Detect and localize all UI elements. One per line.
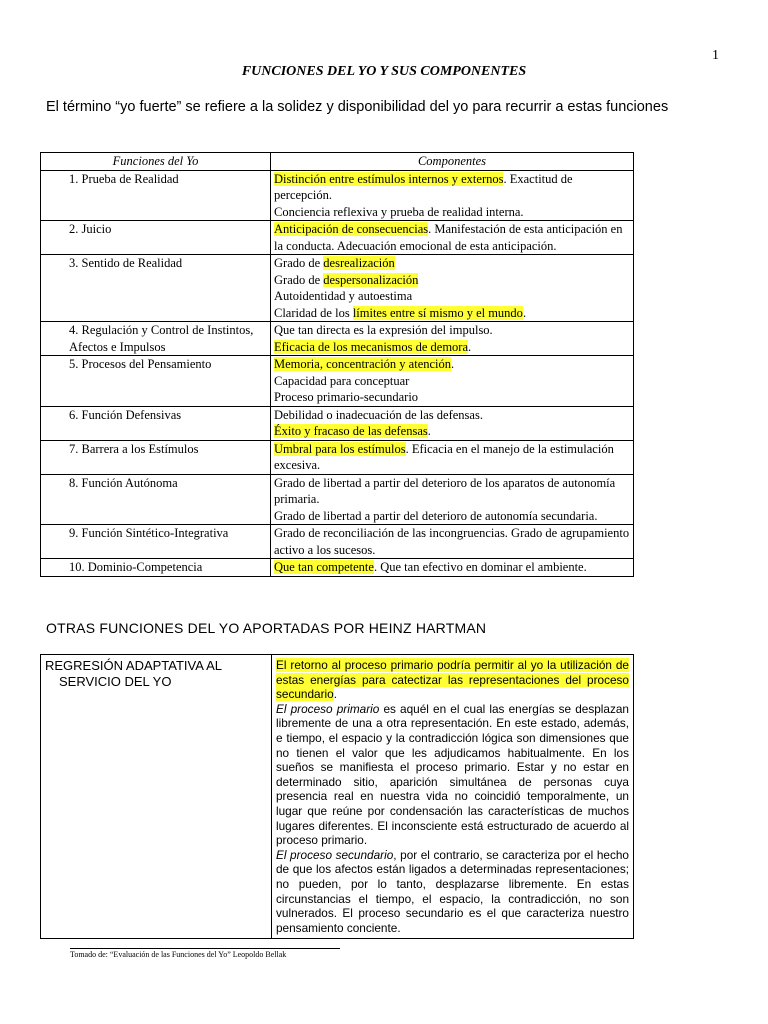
highlighted-text: Eficacia de los mecanismos de demora (274, 339, 469, 354)
component-line (274, 288, 630, 305)
primary-process-paragraph (276, 702, 629, 848)
component-text: Proceso primario-secundario (274, 390, 419, 404)
highlighted-text: despersonalización (323, 272, 419, 287)
components-cell (271, 474, 634, 525)
component-line (274, 339, 630, 356)
component-text: Claridad de los (274, 305, 353, 320)
intro-paragraph: El término “yo fuerte” se refiere a la solidez y disponibilidad del yo para recurrir a estas funciones (46, 99, 669, 115)
section-title-hartman: OTRAS FUNCIONES DEL YO APORTADAS POR HEINZ HARTMAN (46, 620, 487, 636)
secondary-process-text: , por el contrario, se caracteriza por el hecho de que los afectos están ligados a determinadas representaciones; no pueden, por lo tanto, desplazarse libremente. En estas circunstancias el tiempo, el espacio, la contradicción, no son vulnerados. El proceso secundario es el que caracteriza nuestro pensamiento conciente. (276, 847, 629, 935)
component-line (274, 305, 630, 322)
page-number: 1 (712, 48, 719, 63)
table-row (41, 170, 634, 221)
functions-table (40, 152, 634, 577)
secondary-process-term: El proceso secundario (276, 847, 394, 862)
component-text: . (427, 424, 431, 438)
function-cell: 5. Procesos del Pensamiento (41, 356, 271, 407)
component-line (274, 221, 630, 254)
components-cell (271, 525, 634, 559)
document-title: FUNCIONES DEL YO Y SUS COMPONENTES (241, 64, 527, 79)
highlighted-text: límites entre sí mismo y el mundo (352, 305, 523, 320)
components-cell (271, 440, 634, 474)
component-text: Grado de libertad a partir del deterioro de los aparatos de autonomía primaria. (274, 475, 616, 506)
table-row (41, 525, 634, 559)
highlighted-text: Memoria, concentración y atención (274, 357, 452, 371)
component-text: . (522, 305, 527, 320)
component-text: Autoidentidad y autoestima (274, 289, 413, 303)
component-line (274, 525, 630, 558)
function-cell: 8. Función Autónoma (41, 474, 271, 525)
highlighted-text: desrealización (323, 256, 395, 270)
component-text: Grado de (274, 256, 324, 270)
component-text: . Manifestación de esta anticipación en la conducta. Adecuación emocional de esta anticipación. (274, 222, 623, 253)
function-cell: 2. Juicio (41, 221, 271, 255)
highlighted-text: Umbral para los estímulos (274, 441, 406, 456)
table-row (41, 255, 634, 322)
component-line (274, 204, 630, 221)
highlighted-text: Éxito y fracaso de las defensas (274, 424, 428, 438)
component-text: Que tan directa es la expresión del impulso. (274, 323, 493, 337)
primary-process-term: El proceso primario (276, 701, 380, 716)
components-cell (271, 255, 634, 322)
header-functions: Funciones del Yo (41, 153, 271, 171)
component-line (274, 255, 630, 272)
hartman-table (40, 654, 634, 939)
function-cell: 10. Dominio-Competencia (41, 559, 271, 577)
component-line (274, 508, 630, 525)
component-text: . Eficacia en el manejo de la estimulación excesiva. (274, 441, 614, 472)
header-components: Componentes (271, 153, 634, 171)
hartman-function-cell (41, 655, 272, 939)
components-cell (271, 322, 634, 356)
table-row (41, 474, 634, 525)
components-cell (271, 559, 634, 577)
highlighted-text: El retorno al proceso primario podría permitir al yo la utilización de estas energías para catectizar las representaciones del proceso secundario (276, 658, 629, 702)
component-text: Grado de libertad a partir del deterioro de autonomía secundaria. (274, 508, 598, 523)
component-text: Grado de reconciliación de las incongruencias. Grado de agrupamiento activo a los sucesos. (274, 526, 630, 557)
functions-table-header (41, 153, 634, 171)
component-text: . (451, 357, 455, 371)
components-cell (271, 406, 634, 440)
secondary-process-paragraph (276, 848, 629, 936)
table-row (41, 406, 634, 440)
component-line (274, 171, 630, 204)
function-cell: 1. Prueba de Realidad (41, 170, 271, 221)
function-cell: 7. Barrera a los Estímulos (41, 440, 271, 474)
table-row (41, 559, 634, 577)
component-text: Capacidad para conceptuar (274, 373, 410, 388)
component-line (274, 356, 630, 373)
hartman-description-cell (272, 655, 634, 939)
highlighted-text: Que tan competente (274, 560, 374, 574)
component-line (274, 423, 630, 440)
function-cell: 6. Función Defensivas (41, 406, 271, 440)
function-name-line1: REGRESIÓN ADAPTATIVA AL (45, 658, 222, 673)
component-text: Debilidad o inadecuación de las defensas. (274, 407, 483, 422)
table-row (41, 655, 634, 939)
highlight-paragraph (276, 658, 629, 702)
component-text: . Exactitud de percepción. (274, 171, 573, 202)
table-row (41, 322, 634, 356)
function-cell: 4. Regulación y Control de Instintos, Afectos e Impulsos (41, 322, 271, 356)
table-row (41, 221, 634, 255)
component-text: . Que tan efectivo en dominar el ambiente. (373, 560, 587, 574)
component-line (274, 441, 630, 474)
highlight-end: . (333, 687, 337, 702)
component-text: Conciencia reflexiva y prueba de realidad interna. (274, 204, 524, 219)
component-line (274, 322, 630, 339)
function-cell: 3. Sentido de Realidad (41, 255, 271, 322)
component-text: Grado de (274, 272, 324, 287)
component-line (274, 389, 630, 406)
component-text: . (468, 339, 472, 354)
component-line (274, 475, 630, 508)
footnote: Tomado de: “Evaluación de las Funciones del Yo” Leopoldo Bellak (70, 948, 340, 959)
table-row (41, 440, 634, 474)
primary-process-text: es aquél en el cual las energías se desplazan libremente de una a otra representación. En este estado, además, e tiempo, el espacio y la contradicción lógica son dimensiones que no tienen el valor que les adjudicamos habitualmente. En los sueños se manifiesta el proceso primario. Estar y no estar en determinado sitio, aparición simultánea de personas cuya presencia real en nuestra vida no coincidió temporalmente, un lugar que reúne por condensación las características de muchos lugares diferentes. El inconsciente está estructurado de acuerdo al proceso primario. (276, 701, 629, 848)
highlighted-text: Anticipación de consecuencias (274, 222, 429, 236)
components-cell (271, 221, 634, 255)
table-row (41, 356, 634, 407)
component-line (274, 373, 630, 390)
components-cell (271, 356, 634, 407)
components-cell (271, 170, 634, 221)
component-line (274, 272, 630, 289)
component-line (274, 407, 630, 424)
highlighted-text: Distinción entre estímulos internos y externos (274, 171, 504, 186)
component-line (274, 559, 630, 576)
function-name-line2: SERVICIO DEL YO (59, 674, 172, 689)
function-cell: 9. Función Sintético-Integrativa (41, 525, 271, 559)
